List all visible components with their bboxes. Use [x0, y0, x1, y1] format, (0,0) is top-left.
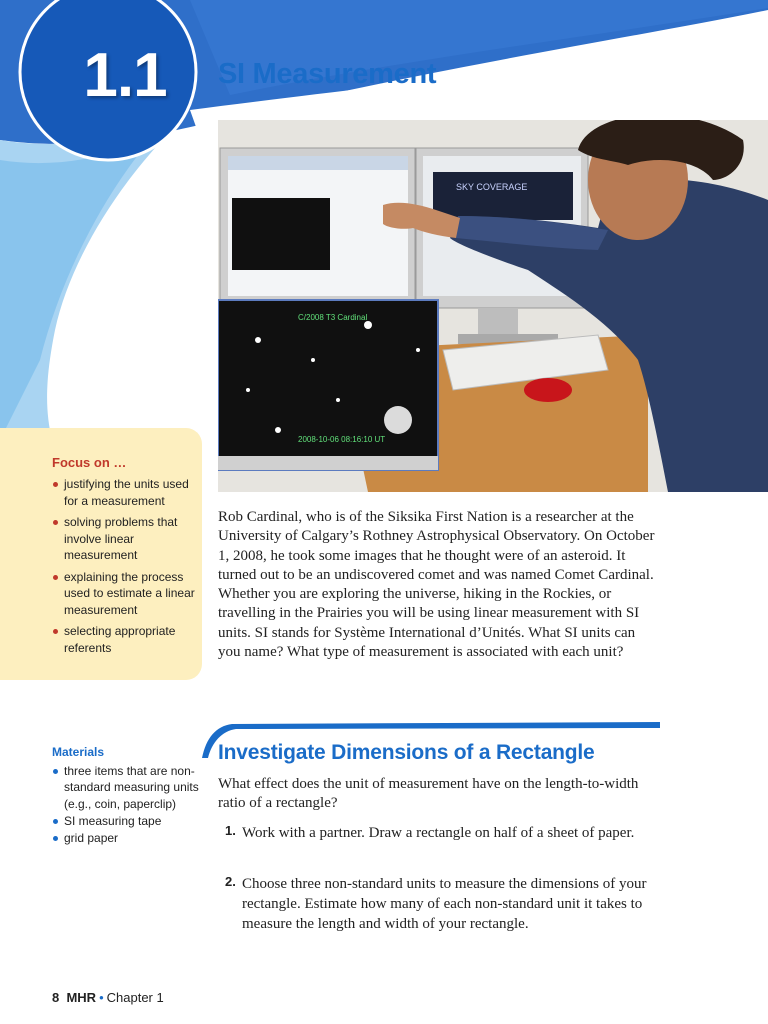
focus-title: Focus on … — [52, 455, 127, 470]
overlay-caption-top: C/2008 T3 Cardinal — [298, 313, 368, 322]
materials-item: grid paper — [52, 830, 202, 846]
chapter-label: Chapter 1 — [106, 990, 164, 1005]
materials-item: SI measuring tape — [52, 813, 202, 829]
focus-item: selecting appropriate referents — [52, 623, 202, 656]
focus-item: justifying the units used for a measurement — [52, 476, 202, 509]
focus-item: solving problems that involve linear measurement — [52, 514, 202, 564]
step-text: Choose three non-standard units to measure the dimensions of your rectangle. Estimate how many of each non-standard unit it takes to measure the length and width of your rectangle. — [242, 876, 647, 933]
page-number: 8 — [52, 990, 60, 1005]
section-number: 1.1 — [83, 41, 167, 110]
step-number: 2. — [225, 874, 236, 889]
focus-item: explaining the process used to estimate a linear measurement — [52, 569, 202, 619]
step-number: 1. — [225, 823, 236, 838]
intro-paragraph: Rob Cardinal, who is of the Siksika First Nation is a researcher at the University of Calgary’s Rothney Astrophysical Observatory. On October 1, 2008, he took some images that he thought were of an asteroid. It turned out to be an undiscovered comet and was named Comet Cardinal. Whether you are exploring the universe, hiking in the Rockies, or travelling in the Prairies you will be using linear measurement with SI units. SI stands for Système International d’Unités. What SI units can you name? What type of measurement is associated with each unit? — [218, 509, 655, 661]
screen-label: SKY COVERAGE — [456, 182, 528, 192]
focus-list — [52, 476, 202, 661]
page-footer — [52, 990, 164, 1005]
step-2 — [218, 874, 663, 935]
materials-item: three items that are non-standard measuring units (e.g., coin, paperclip) — [52, 763, 202, 812]
publisher: MHR — [66, 990, 97, 1005]
overlay-caption-bottom: 2008-10-06 08:16:10 UT — [298, 435, 386, 444]
materials-list — [52, 763, 202, 847]
separator-dot: • — [99, 990, 104, 1005]
materials-title: Materials — [52, 745, 105, 759]
section-title: SI Measurement — [218, 58, 437, 90]
investigate-title: Investigate Dimensions of a Rectangle — [218, 741, 595, 764]
step-1 — [218, 823, 663, 843]
investigate-question: What effect does the unit of measurement have on the length-to-width ratio of a rectangle? — [218, 776, 639, 812]
researcher-photo — [218, 120, 768, 492]
step-text: Work with a partner. Draw a rectangle on half of a sheet of paper. — [242, 825, 635, 841]
